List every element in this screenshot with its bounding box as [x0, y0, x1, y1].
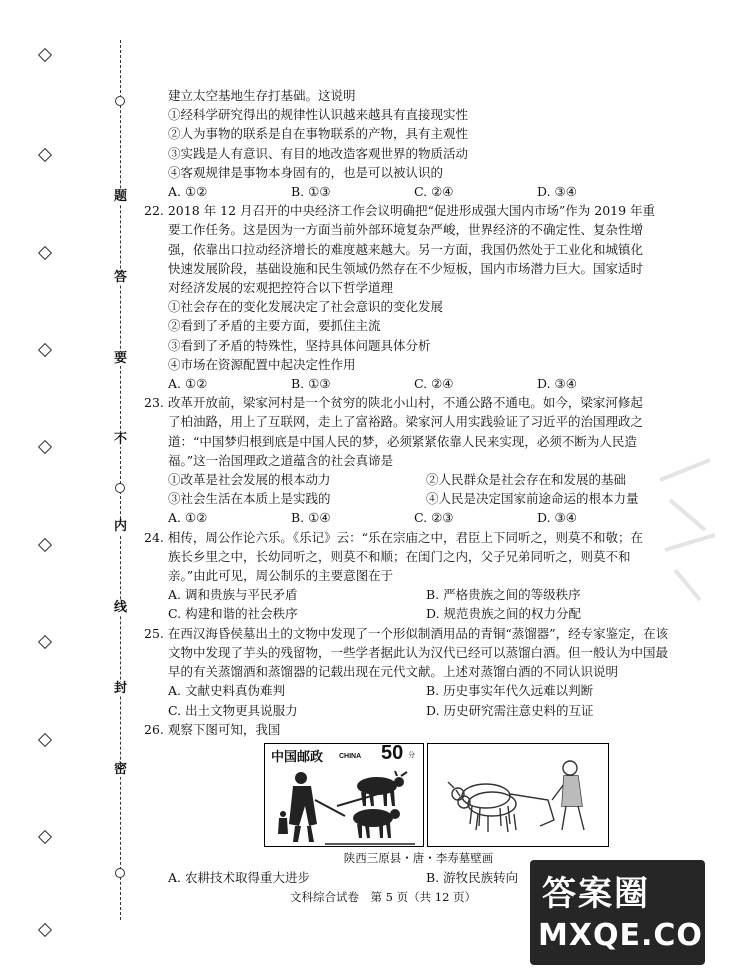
- question-text: 福。”这一治国理政之道蕴含的社会真谛是: [168, 452, 394, 468]
- plowing-oxen-illustration: [265, 766, 423, 846]
- question-text: 快速发展阶段，基础设施和民生领域仍然存在不少短板，国内市场潜力巨大。国家适时: [168, 260, 644, 276]
- tomb-mural-image: [427, 743, 609, 847]
- page-footer: 文科综合试卷 第 5 页（共 12 页）: [290, 890, 477, 904]
- question-text: 文物中发现了芋头的残留物，一些学者据此认为汉代已经可以蒸馏白酒。但一般认为中国最: [168, 644, 669, 660]
- statement-item: ①改革是社会发展的根本动力: [168, 472, 331, 488]
- statement-item: ②人为事物的联系是自在事物联系的产物，具有主观性: [168, 126, 469, 142]
- binding-char: 不: [114, 432, 128, 447]
- binding-dashed-line: [120, 40, 121, 920]
- option-b: B. 历史事实年代久远难以判断: [426, 683, 594, 699]
- statement-row: [168, 489, 693, 508]
- question-text: 要工作任务。这是因为一方面当前外部环境复杂严峻，世界经济的不确定性、复杂性增: [168, 222, 644, 238]
- stamp-value: 50: [381, 741, 404, 764]
- answer-options: [168, 374, 693, 393]
- question-23: [144, 393, 693, 527]
- question-text: 亲。”由此可见，周公制乐的主要意图在于: [168, 568, 394, 584]
- statement-item: ①经科学研究得出的规律性认识越来越具有直接现实性: [168, 107, 469, 123]
- margin-diamond-mark: [38, 48, 52, 62]
- question-figure: [168, 743, 693, 851]
- statement-item: ①社会存在的变化发展决定了社会意识的变化发展: [168, 299, 444, 315]
- postage-stamp-image: [264, 743, 424, 847]
- figure-caption: 陕西三原县・唐・李寿墓壁画: [343, 850, 494, 865]
- margin-diamond-mark: [38, 343, 52, 357]
- answer-options: [168, 604, 693, 623]
- answer-options: [168, 182, 693, 201]
- binding-margin: [0, 0, 140, 970]
- watermark-title: 答案圈: [542, 874, 650, 914]
- question-text: 了柏油路，用上了互联网，走上了富裕路。梁家河人用实践验证了习近平的治国理政之: [168, 414, 644, 430]
- option-a: A. ①②: [168, 510, 208, 526]
- exam-content: [144, 86, 693, 887]
- question-text: 25. 在西汉海昏侯墓出土的文物中发现了一个形似制酒用品的青铜“蒸馏器”，经专家鉴定，在该: [144, 625, 669, 641]
- question-22: [144, 201, 693, 393]
- question-text: 对经济发展的宏观把控符合以下哲学道理: [168, 280, 394, 296]
- binding-char: 题: [114, 189, 128, 204]
- question-25: [144, 624, 693, 720]
- question-text: 道：“中国梦归根到底是中国人民的梦，必须紧紧依靠人民来实现，必须不断为人民造: [168, 433, 637, 449]
- option-d: D. 规范贵族之间的权力分配: [426, 606, 582, 622]
- margin-diamond-mark: [38, 440, 52, 454]
- statement-item: ④市场在资源配置中起决定性作用: [168, 356, 356, 372]
- binding-char: 密: [114, 762, 128, 777]
- question-text: 26. 观察下图可知，我国: [144, 721, 281, 737]
- margin-diamond-mark: [38, 246, 52, 260]
- option-b: B. 游牧民族转向: [426, 870, 519, 886]
- option-b: B. ①③: [291, 376, 331, 392]
- option-a: A. 调和贵族与平民矛盾: [168, 587, 298, 603]
- binding-char: 线: [114, 600, 128, 615]
- margin-diamond-mark: [38, 830, 52, 844]
- margin-diamond-mark: [38, 923, 52, 937]
- option-d: D. 历史研究需注意史料的互证: [426, 702, 594, 718]
- margin-diamond-mark: [38, 538, 52, 552]
- statement-item: ③实践是人有意识、有目的地改造客观世界的物质活动: [168, 145, 469, 161]
- stamp-country: CHINA: [339, 752, 362, 760]
- option-c: C. 构建和谐的社会秩序: [168, 606, 298, 622]
- option-d: D. ③④: [537, 376, 577, 392]
- option-a: A. ①②: [168, 184, 208, 200]
- margin-diamond-mark: [38, 635, 52, 649]
- binding-char: 内: [114, 519, 128, 534]
- question-24: [144, 528, 693, 624]
- option-b: B. ①④: [291, 510, 331, 526]
- site-watermark-logo: [530, 860, 734, 965]
- statement-item: ③社会生活在本质上是实践的: [168, 491, 331, 507]
- statement-item: ③看到了矛盾的特殊性，坚持具体问题具体分析: [168, 337, 431, 353]
- option-a: A. ①②: [168, 376, 208, 392]
- option-d: D. ③④: [537, 184, 577, 200]
- statement-item: ④客观规律是事物本身固有的，也是可以被认识的: [168, 164, 444, 180]
- binding-char: 要: [114, 351, 128, 366]
- margin-diamond-mark: [38, 148, 52, 162]
- stamp-title: 中国邮政: [271, 749, 324, 765]
- question-text: 早的有关蒸馏酒和蒸馏器的记载出现在元代文献。上述对蒸馏白酒的不同认识说明: [168, 664, 619, 680]
- mural-plowing-illustration: [428, 744, 608, 846]
- binding-char: 答: [114, 270, 128, 285]
- answer-options: [168, 701, 693, 720]
- question-text: 强，依靠出口拉动经济增长的难度越来越大。另一方面，我国仍然处于工业化和城镇化: [168, 241, 644, 257]
- answer-options: [168, 585, 693, 604]
- binding-hole-mark: [115, 483, 125, 493]
- statement-item: ②看到了矛盾的主要方面，要抓住主流: [168, 318, 381, 334]
- question-text: 22. 2018 年 12 月召开的中央经济工作会议明确把“促进形成强大国内市场”作为 2019 年重: [144, 203, 656, 219]
- question-21-continuation: [168, 86, 693, 201]
- binding-char: 封: [114, 681, 128, 696]
- question-text: 建立太空基地生存打基础。这说明: [168, 88, 356, 103]
- option-c: C. ②④: [414, 184, 454, 200]
- statement-row: [168, 470, 693, 489]
- binding-hole-mark: [115, 868, 125, 878]
- answer-options: [168, 508, 693, 527]
- option-a: A. 文献史料真伪难判: [168, 683, 285, 699]
- watermark-url: MXQE.COM: [538, 918, 734, 953]
- option-d: D. ③④: [537, 510, 577, 526]
- option-c: C. ②③: [414, 510, 454, 526]
- binding-hole-mark: [115, 96, 125, 106]
- question-text: 族长乡里之中，长幼同听之，则莫不和顺；在闺门之内，父子兄弟同听之，则莫不和: [168, 548, 631, 564]
- statement-item: ④人民是决定国家前途命运的根本力量: [426, 491, 639, 507]
- option-b: B. 严格贵族之间的等级秩序: [426, 587, 581, 603]
- option-a: A. 农耕技术取得重大进步: [168, 870, 310, 886]
- option-c: C. 出土文物更具说服力: [168, 702, 298, 718]
- question-text: 24. 相传，周公作论六乐。《乐记》云：“乐在宗庙之中，君臣上下同听之，则莫不和敬；在: [144, 529, 643, 545]
- option-c: C. ②④: [414, 376, 454, 392]
- answer-options: [168, 681, 693, 700]
- question-text: 23. 改革开放前，梁家河村是一个贫穷的陕北小山村，不通公路不通电。如今，梁家河修起: [144, 395, 643, 411]
- option-b: B. ①③: [291, 184, 331, 200]
- statement-item: ②人民群众是社会存在和发展的基础: [426, 472, 627, 488]
- margin-diamond-mark: [38, 733, 52, 747]
- stamp-unit: 分: [408, 750, 415, 759]
